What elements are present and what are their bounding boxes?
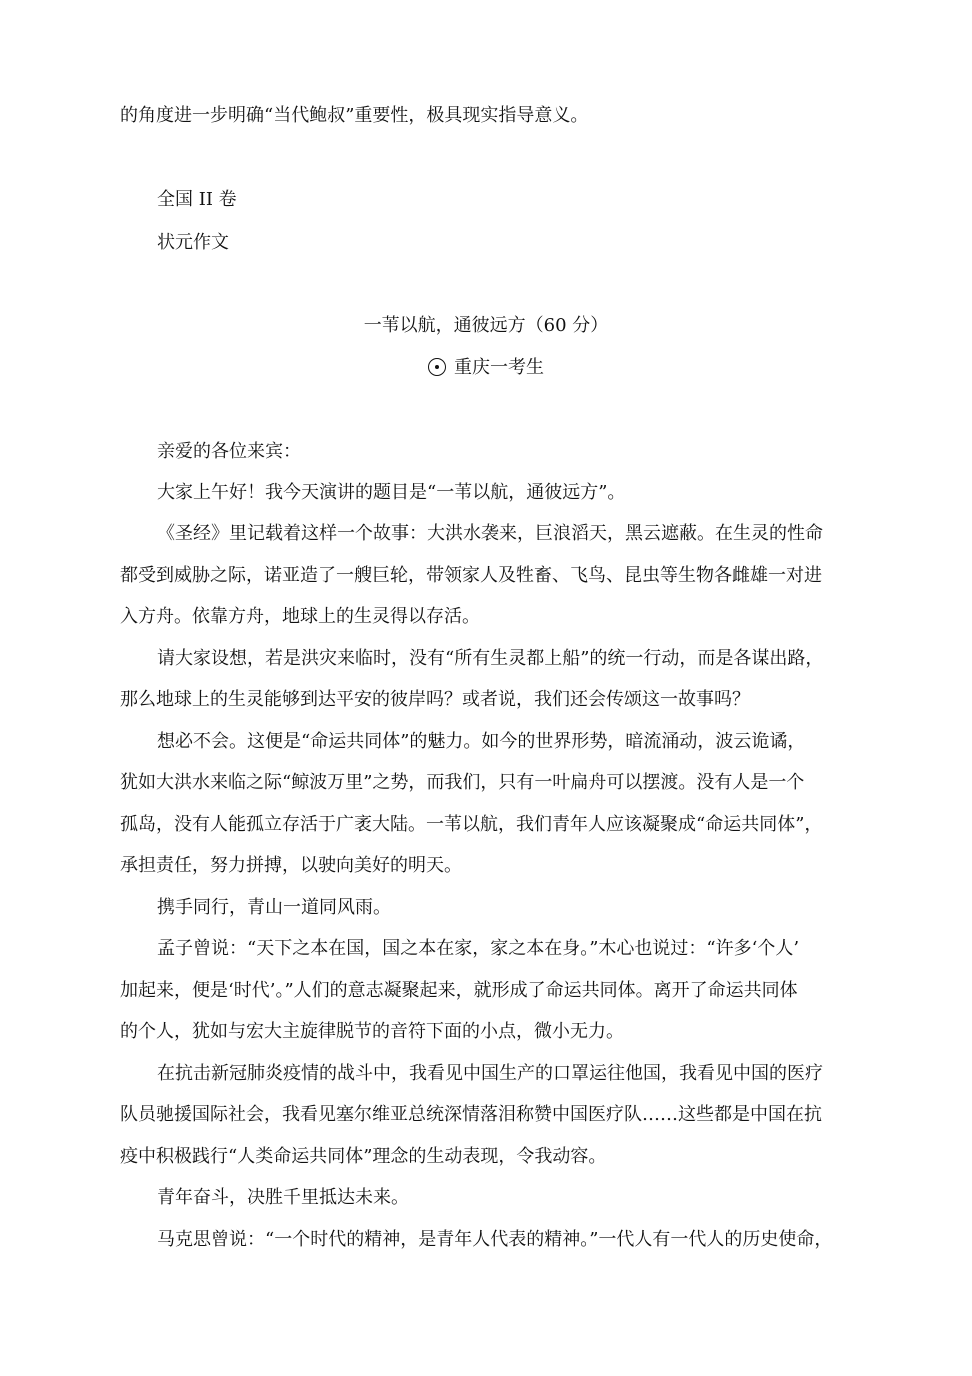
essay-author <box>0 356 972 380</box>
essay-line: 请大家设想，若是洪灾来临时，没有“所有生灵都上船”的统一行动，而是各谋出路， <box>157 648 824 669</box>
essay-line: 加起来，便是‘时代’。”人们的意志凝聚起来，就形成了命运共同体。离开了命运共同体 <box>120 980 798 1001</box>
essay-line: 马克思曾说：“一个时代的精神，是青年人代表的精神。”一代人有一代人的历史使命， <box>157 1229 833 1250</box>
essay-line: 在抗击新冠肺炎疫情的战斗中，我看见中国生产的口罩运往他国，我看见中国的医疗 <box>157 1063 823 1084</box>
essay-line: 都受到威胁之际，诺亚造了一艘巨轮，带领家人及牲畜、飞鸟、昆虫等生物各雌雄一对进 <box>120 565 822 586</box>
essay-line: 大家上午好！我今天演讲的题目是“一苇以航，通彼远方”。 <box>157 482 626 503</box>
essay-line: 入方舟。依靠方舟，地球上的生灵得以存活。 <box>120 606 480 627</box>
essay-line: 青年奋斗，决胜千里抵达未来。 <box>157 1187 409 1208</box>
essay-line: 承担责任，努力拼搏，以驶向美好的明天。 <box>120 855 462 876</box>
essay-line: 亲爱的各位来宾： <box>157 441 301 462</box>
essay-line: 孟子曾说：“天下之本在国，国之本在家，家之本在身。”木心也说过：“许多‘个人’ <box>157 938 800 959</box>
section-label: 状元作文 <box>157 232 229 253</box>
essay-line: 疫中积极践行“人类命运共同体”理念的生动表现，令我动容。 <box>120 1146 607 1167</box>
essay-line: 携手同行，青山一道同风雨。 <box>157 897 391 918</box>
essay-author-name: 重庆一考生 <box>454 357 544 378</box>
essay-line: 队员驰援国际社会，我看见塞尔维亚总统深情落泪称赞中国医疗队……这些都是中国在抗 <box>120 1104 822 1125</box>
essay-line: 想必不会。这便是“命运共同体”的魅力。如今的世界形势，暗流涌动，波云诡谲， <box>157 731 806 752</box>
exam-label: 全国 II 卷 <box>157 189 237 210</box>
essay-line: 那么地球上的生灵能够到达平安的彼岸吗？或者说，我们还会传颂这一故事吗？ <box>120 689 750 710</box>
circle-dot-icon <box>428 358 446 376</box>
essay-line: 的个人，犹如与宏大主旋律脱节的音符下面的小点，微小无力。 <box>120 1021 624 1042</box>
essay-line: 孤岛，没有人能孤立存活于广袤大陆。一苇以航，我们青年人应该凝聚成“命运共同体”， <box>120 814 823 835</box>
essay-line: 犹如大洪水来临之际“鲸波万里”之势，而我们，只有一叶扁舟可以摆渡。没有人是一个 <box>120 772 805 793</box>
essay-line: 《圣经》里记载着这样一个故事：大洪水袭来，巨浪滔天，黑云遮蔽。在生灵的性命 <box>157 523 823 544</box>
essay-title: 一苇以航，通彼远方（60 分） <box>363 315 609 336</box>
intro-tail-line: 的角度进一步明确“当代鲍叔”重要性，极具现实指导意义。 <box>120 105 589 126</box>
